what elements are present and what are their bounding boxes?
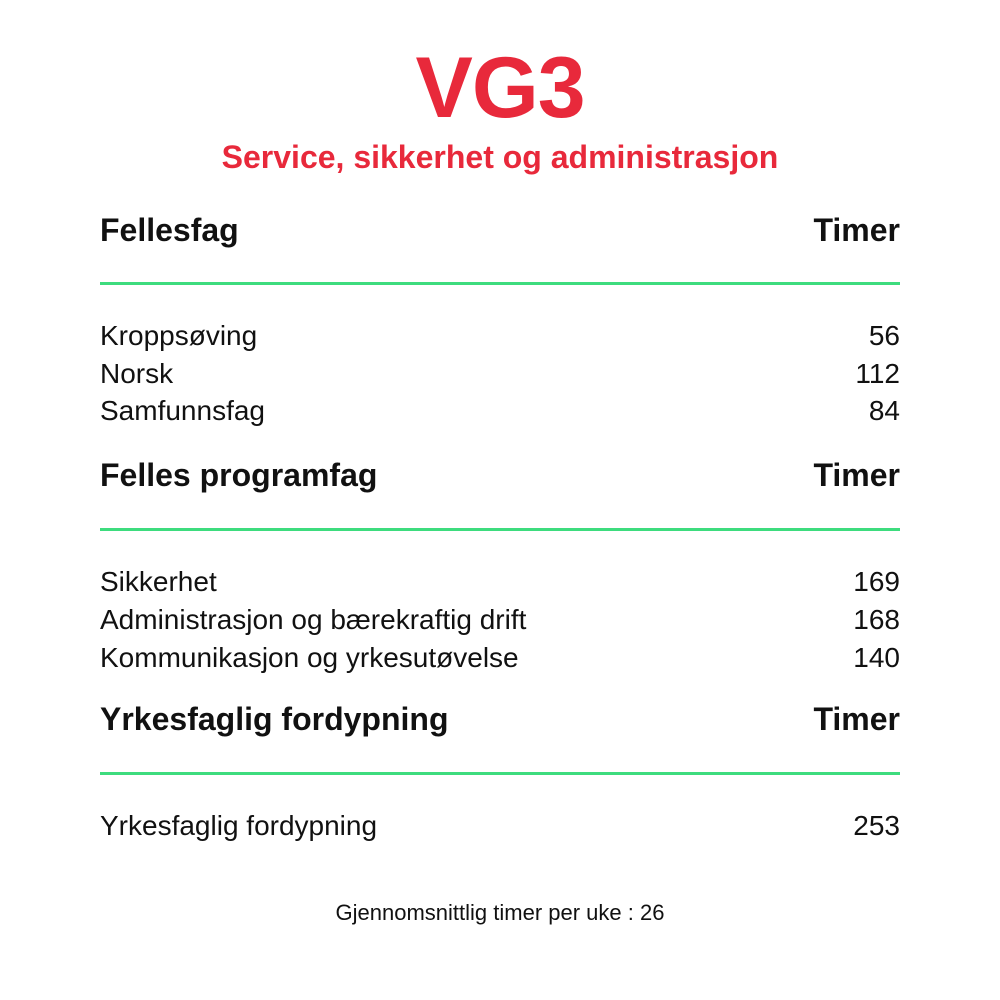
subject-hours: 84 <box>868 395 900 426</box>
subject-hours: 112 <box>855 358 900 389</box>
subject-hours: 168 <box>853 604 900 635</box>
page-subtitle: Service, sikkerhet og administrasjon <box>221 139 779 175</box>
hours-column-label: Timer <box>813 212 900 248</box>
subject-name: Yrkesfaglig fordypning <box>100 810 378 841</box>
section-header <box>100 455 900 495</box>
subject-row <box>100 807 900 845</box>
section-divider <box>100 772 900 775</box>
section-divider <box>100 528 900 531</box>
subject-name: Sikkerhet <box>100 566 217 597</box>
subject-row <box>100 355 900 393</box>
subject-row <box>100 639 900 677</box>
subject-hours: 56 <box>868 320 900 351</box>
section-heading: Felles programfag <box>100 457 378 493</box>
subject-hours: 169 <box>853 566 900 597</box>
section-header <box>100 699 900 739</box>
subject-hours: 253 <box>853 810 900 841</box>
subject-row <box>100 317 900 355</box>
hours-column-label: Timer <box>813 457 900 493</box>
subject-name: Administrasjon og bærekraftig drift <box>100 604 527 635</box>
average-hours-footer: Gjennomsnittlig timer per uke : 26 <box>335 900 665 925</box>
subject-row <box>100 392 900 430</box>
section-divider <box>100 282 900 285</box>
subject-name: Norsk <box>100 358 174 389</box>
subject-hours: 140 <box>853 642 900 673</box>
hours-column-label: Timer <box>813 701 900 737</box>
page-title: VG3 <box>415 40 585 136</box>
section-header <box>100 210 900 250</box>
section-heading: Fellesfag <box>100 212 239 248</box>
subject-name: Kroppsøving <box>100 320 258 351</box>
subject-name: Samfunnsfag <box>100 395 265 426</box>
subject-name: Kommunikasjon og yrkesutøvelse <box>100 642 519 673</box>
subject-row <box>100 601 900 639</box>
subject-row <box>100 563 900 601</box>
section-heading: Yrkesfaglig fordypning <box>100 701 449 737</box>
